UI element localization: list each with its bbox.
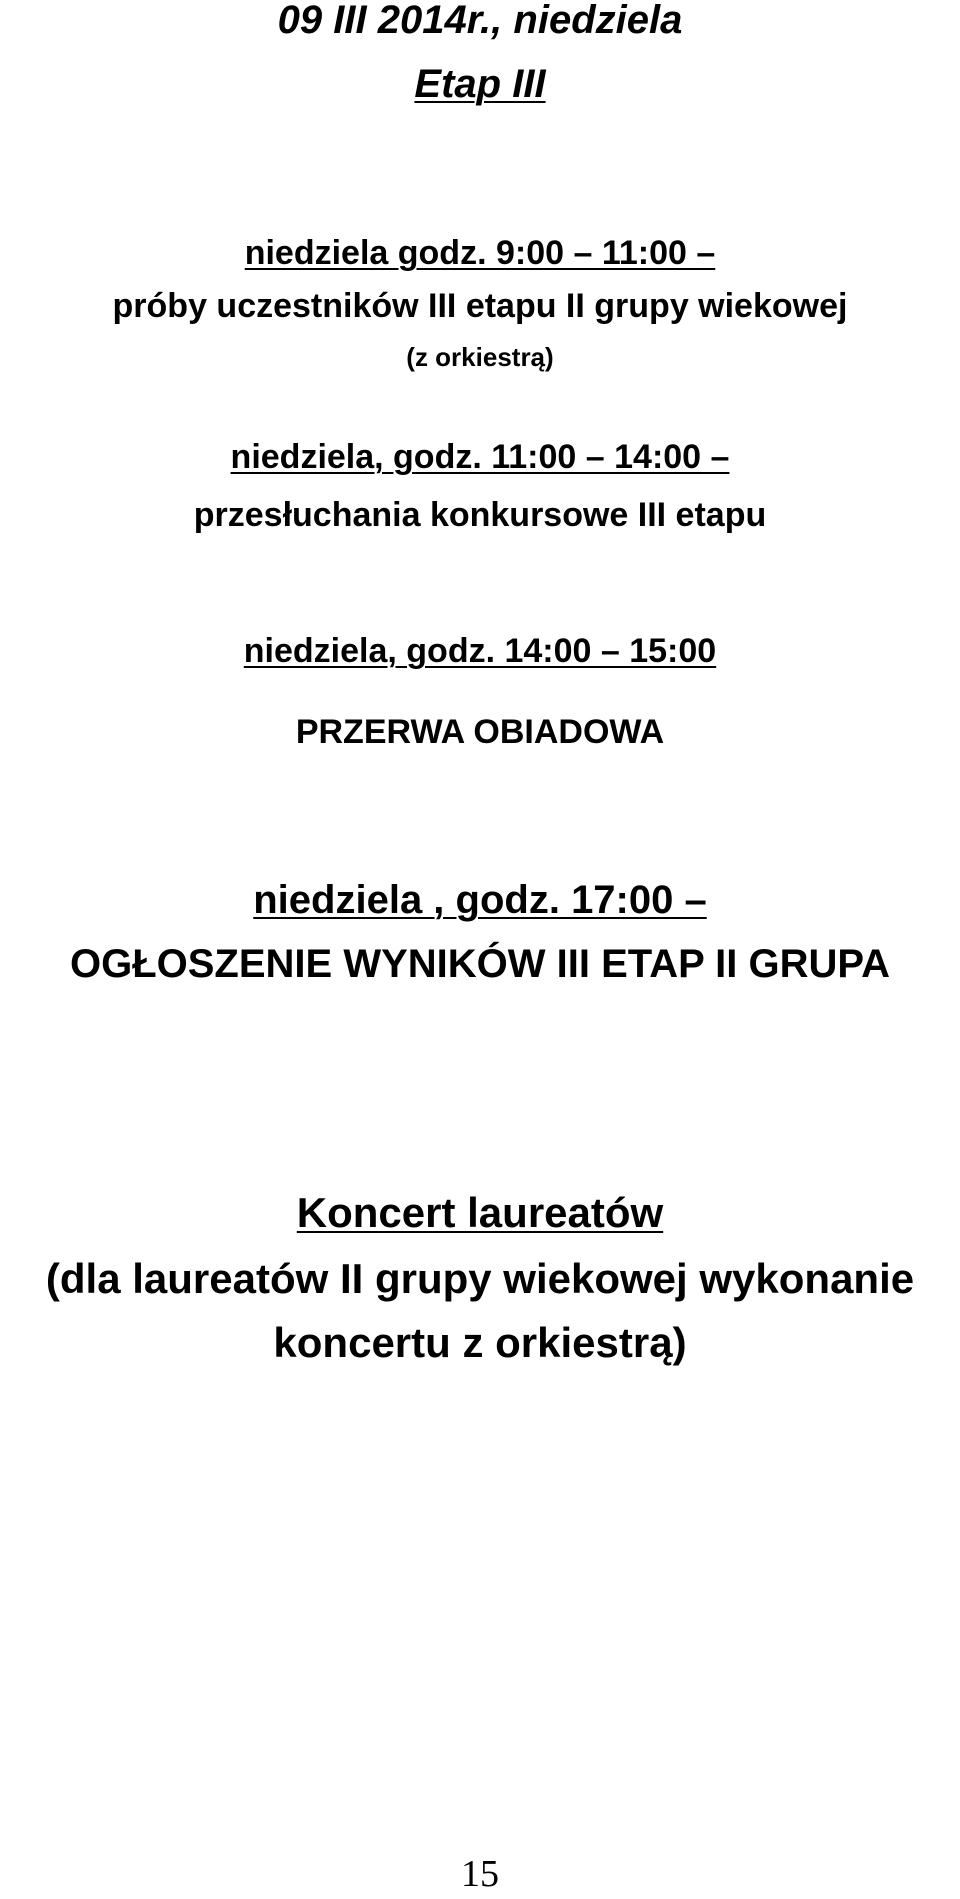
section-1-note: (z orkiestrą) <box>406 342 554 372</box>
page-number: 15 <box>461 1853 499 1895</box>
concert-description-line2: koncertu z orkiestrą) <box>273 1319 687 1366</box>
concert-title: Koncert laureatów <box>296 1189 664 1236</box>
section-4-description: OGŁOSZENIE WYNIKÓW III ETAP II GRUPA <box>69 942 891 986</box>
page-date-heading: 09 III 2014r., niedziela <box>277 0 683 42</box>
section-1-time: niedziela godz. 9:00 – 11:00 – <box>244 234 716 272</box>
section-3-description: PRZERWA OBIADOWA <box>295 713 665 751</box>
section-2-description: przesłuchania konkursowe III etapu <box>193 496 767 534</box>
section-1-description: próby uczestników III etapu II grupy wiekowej <box>112 287 848 325</box>
concert-description-line1: (dla laureatów II grupy wiekowej wykonanie <box>45 1255 915 1302</box>
section-3-time: niedziela, godz. 14:00 – 15:00 <box>243 632 717 670</box>
section-4-time: niedziela , godz. 17:00 – <box>253 878 707 922</box>
section-2-time: niedziela, godz. 11:00 – 14:00 – <box>230 438 730 476</box>
stage-heading: Etap III <box>414 62 546 106</box>
